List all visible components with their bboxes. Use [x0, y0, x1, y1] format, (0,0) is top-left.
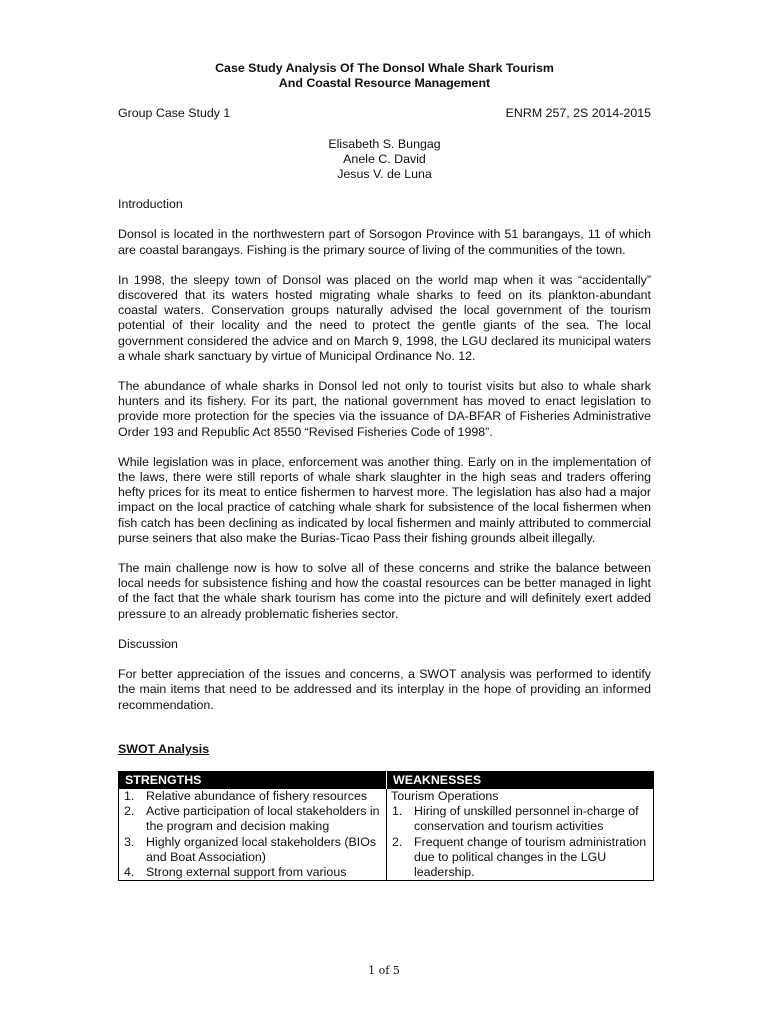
list-item — [123, 865, 382, 880]
paragraph: In 1998, the sleepy town of Donsol was placed on the world map when it was “accidentally” discovered that its waters hosted migrating whale sharks to feed on its plankton-abundant coastal waters. Conservation groups naturally advised the local government of the tourism potential of their locality and the need to protect the gentle giants of the sea. The local government considered the advice and on March 9, 1998, the LGU declared its municipal waters a whale shark sanctuary by virtue of Municipal Ordinance No. 12. — [118, 272, 651, 363]
weaknesses-list — [391, 804, 649, 880]
list-number: 2. — [392, 834, 403, 849]
list-item — [123, 789, 382, 804]
paragraph: The main challenge now is how to solve all of these concerns and strike the balance between local needs for subsistence fishing and how the coastal resources can be better managed in light of the fact that the whale shark tourism has come into the picture and will definitely exert added pressure to an already problematic fisheries sector. — [118, 561, 651, 621]
list-text: Highly organized local stakeholders (BIOs and Boat Association) — [146, 834, 377, 864]
weaknesses-cell — [387, 789, 654, 881]
document-body — [118, 61, 651, 881]
strengths-header: STRENGTHS — [119, 771, 387, 789]
document-title — [118, 61, 651, 91]
meta-row — [118, 106, 651, 121]
list-number: 1. — [392, 804, 403, 819]
list-item — [123, 804, 382, 834]
list-number: 4. — [124, 864, 135, 879]
swot-header-row — [119, 771, 654, 789]
list-item — [391, 804, 649, 834]
paragraph: While legislation was in place, enforcement was another thing. Early on in the implementation of the laws, there were still reports of whale shark slaughter in the high seas and traders offering hefty prices for its meat to entice fishermen to harvest more. The legislation has also had a major impact on the local practice of catching whale shark for subsistence of the local fishermen when fish catch has been declining as indicated by local fishermen and mainly attributed to commercial purse seiners that also make the Burias-Ticao Pass their fishing grounds albeit illegally. — [118, 454, 651, 545]
page-indicator: 1 of 5 — [368, 964, 400, 977]
title-line-2: And Coastal Resource Management — [278, 76, 491, 91]
list-text: Relative abundance of fishery resources — [146, 788, 368, 803]
paragraph: Donsol is located in the northwestern part of Sorsogon Province with 51 barangays, 11 of which are coastal barangays. Fishing is the primary source of living of the communities of the town. — [118, 227, 651, 257]
list-number: 3. — [124, 834, 135, 849]
swot-body-row — [119, 789, 654, 881]
group-label: Group Case Study 1 — [118, 106, 231, 121]
list-text: Active participation of local stakeholders in the program and decision making — [146, 804, 380, 834]
title-line-1: Case Study Analysis Of The Donsol Whale Shark Tourism — [215, 61, 554, 75]
discussion-paragraph: For better appreciation of the issues and concerns, a SWOT analysis was performed to identify the main items that need to be addressed and its interplay in the hope of providing an informed recommendation. — [118, 667, 651, 712]
author-name: Jesus V. de Luna — [337, 167, 432, 182]
list-text: Strong external support from various — [146, 864, 347, 879]
list-text: Hiring of unskilled personnel in-charge of conservation and tourism activities — [414, 804, 639, 834]
author-name: Anele C. David — [343, 151, 426, 166]
weaknesses-header: WEAKNESSES — [387, 771, 654, 789]
author-name: Elisabeth S. Bungag — [328, 136, 441, 151]
list-text: Frequent change of tourism administration due to political changes in the LGU leadership. — [414, 834, 647, 879]
introduction-heading: Introduction — [118, 197, 183, 212]
paragraph: The abundance of whale sharks in Donsol led not only to tourist visits but also to whale shark hunters and its fishery. For its part, the national government has moved to enact legislation to provide more protection for the species via the issuance of DA-BFAR of Fisheries Administrative Order 193 and Republic Act 8550 “Revised Fisheries Code of 1998”. — [118, 379, 651, 439]
course-label: ENRM 257, 2S 2014-2015 — [505, 106, 651, 121]
list-item — [391, 835, 649, 881]
swot-table — [118, 771, 654, 881]
discussion-heading: Discussion — [118, 636, 178, 651]
swot-heading: SWOT Analysis — [118, 741, 210, 756]
list-number: 2. — [124, 804, 135, 819]
list-item — [123, 835, 382, 865]
strengths-cell — [119, 789, 387, 881]
strengths-list — [123, 789, 382, 880]
list-number: 1. — [124, 788, 135, 803]
weaknesses-subheading: Tourism Operations — [391, 788, 499, 803]
author-list — [118, 137, 651, 183]
